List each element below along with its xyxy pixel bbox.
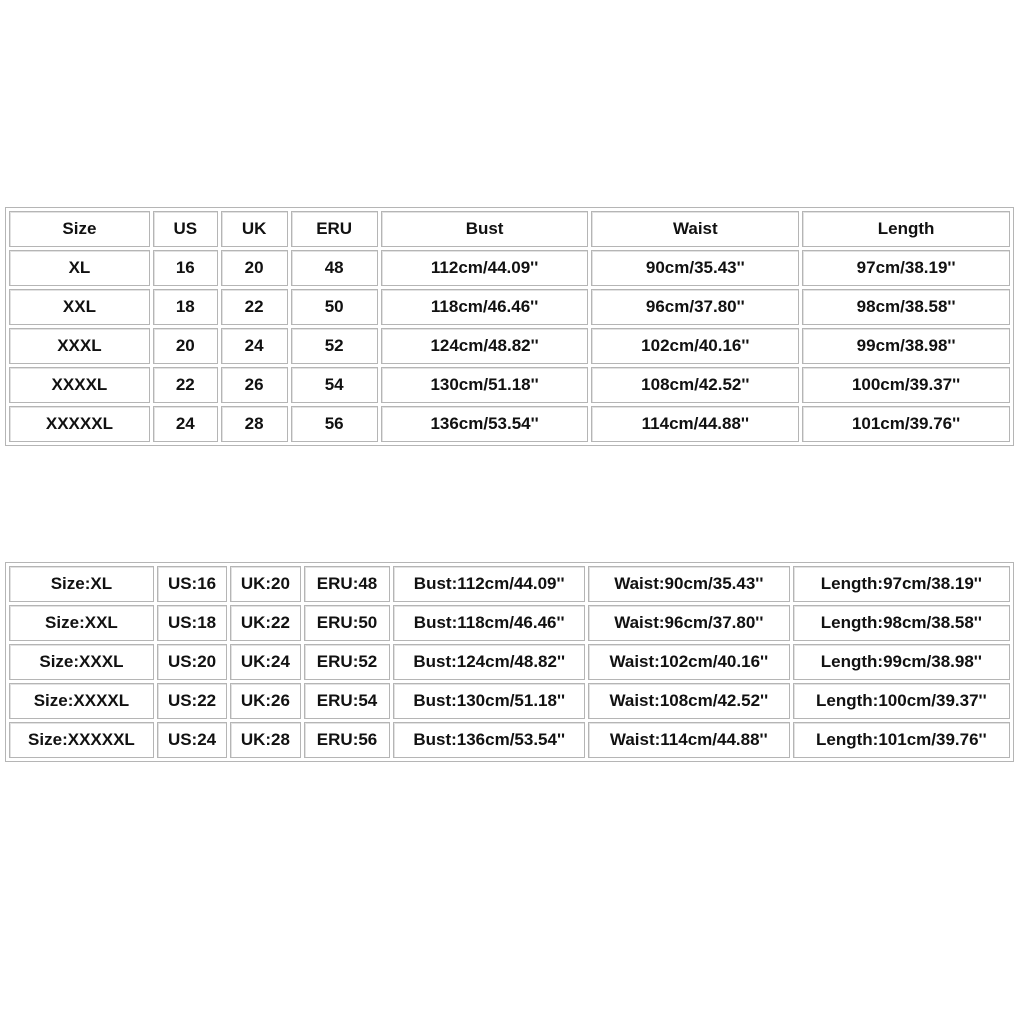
table-cell: XXXXL <box>9 367 150 403</box>
table-cell: Length:101cm/39.76'' <box>793 722 1010 758</box>
table-cell: 20 <box>153 328 218 364</box>
table-cell: Size:XXL <box>9 605 154 641</box>
table-cell: Size:XXXXXL <box>9 722 154 758</box>
table-cell: 102cm/40.16'' <box>591 328 799 364</box>
table-cell: 118cm/46.46'' <box>381 289 589 325</box>
table-cell: 50 <box>291 289 378 325</box>
table-cell: Bust:136cm/53.54'' <box>393 722 584 758</box>
table-cell: Bust:130cm/51.18'' <box>393 683 584 719</box>
table-cell: 22 <box>153 367 218 403</box>
table-cell: Length:100cm/39.37'' <box>793 683 1010 719</box>
table-cell: UK:20 <box>230 566 300 602</box>
table-cell: ERU:48 <box>304 566 391 602</box>
table-cell: 18 <box>153 289 218 325</box>
header-cell-uk: UK <box>221 211 288 247</box>
table-cell: ERU:52 <box>304 644 391 680</box>
table-cell: UK:22 <box>230 605 300 641</box>
table-cell: 20 <box>221 250 288 286</box>
size-chart-table <box>5 207 1014 446</box>
table-cell: 98cm/38.58'' <box>802 289 1010 325</box>
table-row <box>9 566 1010 602</box>
table-cell: Bust:112cm/44.09'' <box>393 566 584 602</box>
table-cell: Length:98cm/38.58'' <box>793 605 1010 641</box>
table-cell: Bust:118cm/46.46'' <box>393 605 584 641</box>
table-row <box>9 328 1010 364</box>
table-cell: 124cm/48.82'' <box>381 328 589 364</box>
header-cell-bust: Bust <box>381 211 589 247</box>
table-cell: Size:XL <box>9 566 154 602</box>
table-cell: Length:99cm/38.98'' <box>793 644 1010 680</box>
table-cell: UK:24 <box>230 644 300 680</box>
table-cell: 112cm/44.09'' <box>381 250 589 286</box>
table-cell: 22 <box>221 289 288 325</box>
table-cell: 26 <box>221 367 288 403</box>
table-row <box>9 406 1010 442</box>
table-cell: 56 <box>291 406 378 442</box>
table-cell: 101cm/39.76'' <box>802 406 1010 442</box>
table-cell: XL <box>9 250 150 286</box>
header-cell-waist: Waist <box>591 211 799 247</box>
table-cell: 48 <box>291 250 378 286</box>
table-cell: Size:XXXXL <box>9 683 154 719</box>
table-cell: US:20 <box>157 644 227 680</box>
table-cell: 97cm/38.19'' <box>802 250 1010 286</box>
header-cell-length: Length <box>802 211 1010 247</box>
table-cell: XXL <box>9 289 150 325</box>
table-cell: Waist:102cm/40.16'' <box>588 644 790 680</box>
table-cell: Waist:108cm/42.52'' <box>588 683 790 719</box>
header-cell-us: US <box>153 211 218 247</box>
table-cell: XXXXXL <box>9 406 150 442</box>
table-cell: Size:XXXL <box>9 644 154 680</box>
header-cell-eru: ERU <box>291 211 378 247</box>
table-cell: US:24 <box>157 722 227 758</box>
table-header-row <box>9 211 1010 247</box>
table-cell: 136cm/53.54'' <box>381 406 589 442</box>
table-cell: 54 <box>291 367 378 403</box>
table-cell: US:16 <box>157 566 227 602</box>
table-cell: UK:26 <box>230 683 300 719</box>
table-cell: 96cm/37.80'' <box>591 289 799 325</box>
table-cell: UK:28 <box>230 722 300 758</box>
table-cell: ERU:50 <box>304 605 391 641</box>
size-chart-labelled-table <box>5 562 1014 762</box>
table-cell: 28 <box>221 406 288 442</box>
table-cell: US:22 <box>157 683 227 719</box>
table-cell: Length:97cm/38.19'' <box>793 566 1010 602</box>
table-cell: 108cm/42.52'' <box>591 367 799 403</box>
table-cell: XXXL <box>9 328 150 364</box>
table-cell: Bust:124cm/48.82'' <box>393 644 584 680</box>
table-row <box>9 250 1010 286</box>
table-row <box>9 289 1010 325</box>
table-cell: 99cm/38.98'' <box>802 328 1010 364</box>
header-cell-size: Size <box>9 211 150 247</box>
table-row <box>9 683 1010 719</box>
table-cell: Waist:90cm/35.43'' <box>588 566 790 602</box>
table-cell: 52 <box>291 328 378 364</box>
table-cell: 100cm/39.37'' <box>802 367 1010 403</box>
table-row <box>9 722 1010 758</box>
table-row <box>9 367 1010 403</box>
table-cell: 24 <box>221 328 288 364</box>
table-cell: 24 <box>153 406 218 442</box>
table-row <box>9 605 1010 641</box>
table-cell: 90cm/35.43'' <box>591 250 799 286</box>
table-cell: ERU:54 <box>304 683 391 719</box>
table-cell: Waist:96cm/37.80'' <box>588 605 790 641</box>
table-cell: US:18 <box>157 605 227 641</box>
table-cell: 130cm/51.18'' <box>381 367 589 403</box>
table-cell: 16 <box>153 250 218 286</box>
table-cell: 114cm/44.88'' <box>591 406 799 442</box>
table-cell: ERU:56 <box>304 722 391 758</box>
table-cell: Waist:114cm/44.88'' <box>588 722 790 758</box>
table-row <box>9 644 1010 680</box>
